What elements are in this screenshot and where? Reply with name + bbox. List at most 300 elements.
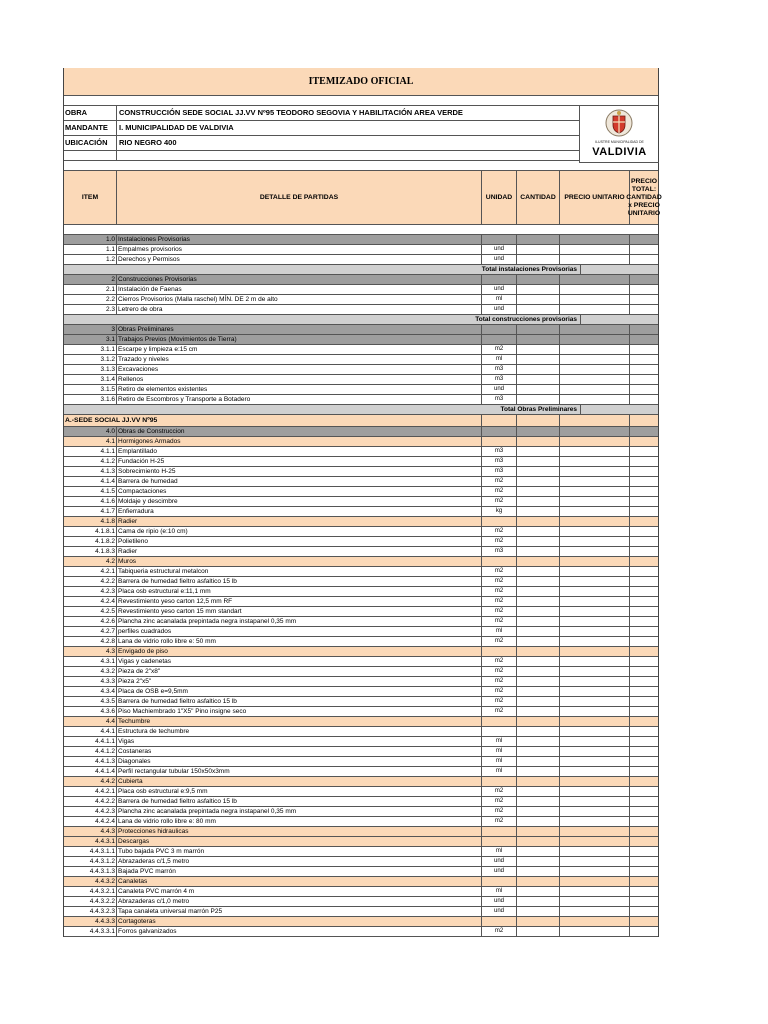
quantity-cell[interactable] xyxy=(516,355,559,364)
unit-price-cell[interactable] xyxy=(559,867,629,876)
total-price-cell[interactable] xyxy=(629,907,658,916)
quantity-cell[interactable] xyxy=(516,767,559,776)
unit-price-cell[interactable] xyxy=(559,587,629,596)
unit-price-cell[interactable] xyxy=(559,807,629,816)
total-price-cell[interactable] xyxy=(629,917,658,926)
total-price-cell[interactable] xyxy=(629,345,658,354)
total-price-cell[interactable] xyxy=(629,507,658,516)
total-price-cell[interactable] xyxy=(629,497,658,506)
table-row xyxy=(64,707,658,717)
unit-price-cell[interactable] xyxy=(559,255,629,264)
item-description: Emplantillado xyxy=(116,447,481,456)
unit-price-cell[interactable] xyxy=(559,457,629,466)
quantity-cell[interactable] xyxy=(516,867,559,876)
quantity-cell[interactable] xyxy=(516,375,559,384)
item-unit: m2 xyxy=(481,787,516,796)
unit-price-cell[interactable] xyxy=(559,757,629,766)
total-price-cell[interactable] xyxy=(629,787,658,796)
item-number: 4.1.2 xyxy=(100,458,115,465)
quantity-cell[interactable] xyxy=(516,245,559,254)
item-description: Escarpe y limpieza e:15 cm xyxy=(116,345,481,354)
quantity-cell[interactable] xyxy=(516,787,559,796)
item-number: 4.3.4 xyxy=(100,688,115,695)
total-price-cell[interactable] xyxy=(629,457,658,466)
item-unit: und xyxy=(481,867,516,876)
quantity-cell[interactable] xyxy=(516,617,559,626)
table-row xyxy=(64,737,658,747)
item-number: 4.4.2.2 xyxy=(95,798,115,805)
total-price-cell[interactable] xyxy=(629,567,658,576)
table-row xyxy=(64,557,658,567)
quantity-cell[interactable] xyxy=(516,847,559,856)
quantity-cell[interactable] xyxy=(516,607,559,616)
unit-price-cell[interactable] xyxy=(559,235,629,244)
quantity-cell[interactable] xyxy=(516,657,559,666)
unit-price-cell[interactable] xyxy=(559,365,629,374)
item-number: 4.4.3.1 xyxy=(95,838,115,845)
unit-price-cell[interactable] xyxy=(559,527,629,536)
total-price-cell[interactable] xyxy=(629,617,658,626)
total-price-cell[interactable] xyxy=(629,687,658,696)
unit-price-cell[interactable] xyxy=(559,295,629,304)
spacer-row xyxy=(64,225,658,235)
table-row xyxy=(64,907,658,917)
logo-big-text: VALDIVIA xyxy=(592,146,647,158)
quantity-cell[interactable] xyxy=(516,727,559,736)
unit-price-cell[interactable] xyxy=(559,917,629,926)
unit-price-cell[interactable] xyxy=(559,787,629,796)
total-price-cell[interactable] xyxy=(629,807,658,816)
item-unit xyxy=(481,517,516,526)
quantity-cell[interactable] xyxy=(516,517,559,526)
quantity-cell[interactable] xyxy=(516,467,559,476)
quantity-cell[interactable] xyxy=(516,827,559,836)
total-price-cell[interactable] xyxy=(629,557,658,566)
total-value-cell[interactable] xyxy=(580,265,658,274)
total-price-cell[interactable] xyxy=(629,275,658,284)
unit-price-cell[interactable] xyxy=(559,907,629,916)
quantity-cell[interactable] xyxy=(516,917,559,926)
total-price-cell[interactable] xyxy=(629,255,658,264)
item-description: Trazado y niveles xyxy=(116,355,481,364)
item-description: Derechos y Permisos xyxy=(116,255,481,264)
total-price-cell[interactable] xyxy=(629,245,658,254)
item-number: 1.0 xyxy=(105,236,115,243)
unit-price-cell[interactable] xyxy=(559,395,629,404)
unit-price-cell[interactable] xyxy=(559,887,629,896)
total-row xyxy=(64,315,658,325)
unit-price-cell[interactable] xyxy=(559,537,629,546)
total-price-cell[interactable] xyxy=(629,325,658,334)
quantity-cell[interactable] xyxy=(516,627,559,636)
item-number: 4.1.5 xyxy=(100,488,115,495)
unit-price-cell[interactable] xyxy=(559,547,629,556)
unit-price-cell[interactable] xyxy=(559,727,629,736)
table-row xyxy=(64,807,658,817)
total-price-cell[interactable] xyxy=(629,437,658,446)
item-description: Abrazaderas c/1,0 metro xyxy=(116,897,481,906)
total-price-cell[interactable] xyxy=(629,897,658,906)
quantity-cell[interactable] xyxy=(516,577,559,586)
item-description: Retiro de Escombros y Transporte a Botadero xyxy=(116,395,481,404)
unit-price-cell[interactable] xyxy=(559,647,629,656)
unit-price-cell[interactable] xyxy=(559,567,629,576)
quantity-cell[interactable] xyxy=(516,335,559,344)
total-price-cell[interactable] xyxy=(629,857,658,866)
table-row xyxy=(64,335,658,345)
item-unit xyxy=(481,275,516,284)
total-price-cell[interactable] xyxy=(629,637,658,646)
header-precio-unitario: PRECIO UNITARIO xyxy=(559,171,629,224)
quantity-cell[interactable] xyxy=(516,385,559,394)
item-description: Cortagoteras xyxy=(116,917,481,926)
total-price-cell[interactable] xyxy=(629,747,658,756)
total-price-cell[interactable] xyxy=(629,667,658,676)
item-number: 4.4.2.3 xyxy=(95,808,115,815)
table-row xyxy=(64,517,658,527)
quantity-cell[interactable] xyxy=(516,717,559,726)
unit-price-cell[interactable] xyxy=(559,667,629,676)
total-price-cell[interactable] xyxy=(629,385,658,394)
total-label: Total instalaciones Provisorias xyxy=(481,266,577,273)
unit-price-cell[interactable] xyxy=(559,557,629,566)
unit-price-cell[interactable] xyxy=(559,697,629,706)
unit-price-cell[interactable] xyxy=(559,437,629,446)
table-row xyxy=(64,647,658,657)
unit-price-cell[interactable] xyxy=(559,487,629,496)
unit-price-cell[interactable] xyxy=(559,507,629,516)
item-description: Forros galvanizados xyxy=(116,927,481,936)
quantity-cell[interactable] xyxy=(516,457,559,466)
unit-price-cell[interactable] xyxy=(559,467,629,476)
item-unit: und xyxy=(481,255,516,264)
total-price-cell[interactable] xyxy=(629,467,658,476)
quantity-cell[interactable] xyxy=(516,777,559,786)
total-price-cell[interactable] xyxy=(629,577,658,586)
quantity-cell[interactable] xyxy=(516,305,559,314)
item-description: Plancha zinc acanalada prepintada negra instapanel 0,35 mm xyxy=(116,807,481,816)
item-description: Protecciones hidraulicas xyxy=(116,827,481,836)
unit-price-cell[interactable] xyxy=(559,897,629,906)
quantity-cell[interactable] xyxy=(516,567,559,576)
total-price-cell[interactable] xyxy=(629,235,658,244)
quantity-cell[interactable] xyxy=(516,687,559,696)
item-description: Barrera de humedad xyxy=(116,477,481,486)
item-unit: m2 xyxy=(481,617,516,626)
item-unit xyxy=(481,717,516,726)
item-number: 4.3.6 xyxy=(100,708,115,715)
item-number: 4.4.2.1 xyxy=(95,788,115,795)
item-number: 4.2.5 xyxy=(100,608,115,615)
total-price-cell[interactable] xyxy=(629,487,658,496)
unit-price-cell[interactable] xyxy=(559,305,629,314)
table-row xyxy=(64,787,658,797)
quantity-cell[interactable] xyxy=(516,877,559,886)
unit-price-cell[interactable] xyxy=(559,497,629,506)
quantity-cell[interactable] xyxy=(516,677,559,686)
unit-price-cell[interactable] xyxy=(559,857,629,866)
quantity-cell[interactable] xyxy=(516,497,559,506)
quantity-cell[interactable] xyxy=(516,527,559,536)
quantity-cell[interactable] xyxy=(516,757,559,766)
unit-price-cell[interactable] xyxy=(559,607,629,616)
total-price-cell[interactable] xyxy=(629,627,658,636)
unit-price-cell[interactable] xyxy=(559,285,629,294)
total-price-cell[interactable] xyxy=(629,547,658,556)
unit-price-cell[interactable] xyxy=(559,345,629,354)
item-number: 3.1.5 xyxy=(100,386,115,393)
total-price-cell[interactable] xyxy=(629,657,658,666)
total-price-cell[interactable] xyxy=(629,727,658,736)
table-row xyxy=(64,235,658,245)
unit-price-cell[interactable] xyxy=(559,677,629,686)
total-price-cell[interactable] xyxy=(629,867,658,876)
table-row xyxy=(64,477,658,487)
quantity-cell[interactable] xyxy=(516,557,559,566)
item-description: Empalmes provisorios xyxy=(116,245,481,254)
quantity-cell[interactable] xyxy=(516,737,559,746)
item-unit: m2 xyxy=(481,807,516,816)
item-description: Placa osb estructural e:9,5 mm xyxy=(116,787,481,796)
item-unit: m2 xyxy=(481,577,516,586)
item-number: 4.4.1.2 xyxy=(95,748,115,755)
total-price-cell[interactable] xyxy=(629,797,658,806)
quantity-cell[interactable] xyxy=(516,857,559,866)
quantity-cell[interactable] xyxy=(516,487,559,496)
quantity-cell[interactable] xyxy=(516,345,559,354)
quantity-cell[interactable] xyxy=(516,255,559,264)
unit-price-cell[interactable] xyxy=(559,355,629,364)
total-price-cell[interactable] xyxy=(629,355,658,364)
total-price-cell[interactable] xyxy=(629,517,658,526)
unit-price-cell[interactable] xyxy=(559,385,629,394)
item-unit: m2 xyxy=(481,657,516,666)
unit-price-cell[interactable] xyxy=(559,747,629,756)
unit-price-cell[interactable] xyxy=(559,817,629,826)
total-value-cell[interactable] xyxy=(580,315,658,324)
total-price-cell[interactable] xyxy=(629,427,658,436)
item-unit: ml xyxy=(481,355,516,364)
item-description: Techumbre xyxy=(116,717,481,726)
item-unit: kg xyxy=(481,507,516,516)
unit-price-cell[interactable] xyxy=(559,877,629,886)
total-price-cell[interactable] xyxy=(629,295,658,304)
item-number: 3 xyxy=(111,326,115,333)
total-price-cell[interactable] xyxy=(629,717,658,726)
item-number: 4.4.3.2.1 xyxy=(89,888,115,895)
total-price-cell[interactable] xyxy=(629,527,658,536)
item-description: Hormigones Armados xyxy=(116,437,481,446)
quantity-cell[interactable] xyxy=(516,637,559,646)
quantity-cell[interactable] xyxy=(516,547,559,556)
total-price-cell[interactable] xyxy=(629,677,658,686)
quantity-cell[interactable] xyxy=(516,365,559,374)
quantity-cell[interactable] xyxy=(516,325,559,334)
table-row xyxy=(64,355,658,365)
table-row xyxy=(64,487,658,497)
total-price-cell[interactable] xyxy=(629,537,658,546)
quantity-cell[interactable] xyxy=(516,597,559,606)
table-row xyxy=(64,285,658,295)
quantity-cell[interactable] xyxy=(516,837,559,846)
unit-price-cell[interactable] xyxy=(559,717,629,726)
unit-price-cell[interactable] xyxy=(559,597,629,606)
total-price-cell[interactable] xyxy=(629,305,658,314)
total-price-cell[interactable] xyxy=(629,597,658,606)
unit-price-cell[interactable] xyxy=(559,847,629,856)
table-row xyxy=(64,587,658,597)
item-number: 4.3.5 xyxy=(100,698,115,705)
info-value: RIO NEGRO 400 xyxy=(116,136,579,150)
quantity-cell[interactable] xyxy=(516,427,559,436)
unit-price-cell[interactable] xyxy=(559,335,629,344)
item-number: 1.2 xyxy=(105,256,115,263)
item-number: 4.2.8 xyxy=(100,638,115,645)
unit-price-cell[interactable] xyxy=(559,827,629,836)
total-price-cell[interactable] xyxy=(629,877,658,886)
unit-price-cell[interactable] xyxy=(559,707,629,716)
table-row xyxy=(64,457,658,467)
unit-price-cell[interactable] xyxy=(559,927,629,936)
quantity-cell[interactable] xyxy=(516,587,559,596)
item-description: Revestimiento yeso carton 12,5 mm RF xyxy=(116,597,481,606)
unit-price-cell[interactable] xyxy=(559,737,629,746)
table-row xyxy=(64,867,658,877)
item-unit: und xyxy=(481,385,516,394)
item-description: Lana de vidrio rollo libre e: 50 mm xyxy=(116,637,481,646)
total-price-cell[interactable] xyxy=(629,887,658,896)
quantity-cell[interactable] xyxy=(516,295,559,304)
total-price-cell[interactable] xyxy=(629,927,658,936)
quantity-cell[interactable] xyxy=(516,907,559,916)
item-number: 3.1 xyxy=(105,336,115,343)
quantity-cell[interactable] xyxy=(516,395,559,404)
quantity-cell[interactable] xyxy=(516,447,559,456)
total-price-cell[interactable] xyxy=(629,767,658,776)
unit-price-cell[interactable] xyxy=(559,687,629,696)
quantity-cell[interactable] xyxy=(516,275,559,284)
total-price-cell[interactable] xyxy=(629,447,658,456)
total-price-cell[interactable] xyxy=(629,375,658,384)
quantity-cell[interactable] xyxy=(516,647,559,656)
table-row xyxy=(64,837,658,847)
quantity-cell[interactable] xyxy=(516,667,559,676)
unit-price-cell[interactable] xyxy=(559,627,629,636)
item-unit: ml xyxy=(481,847,516,856)
logo-small-text: ILUSTRE MUNICIPALIDAD DE xyxy=(595,140,644,144)
quantity-cell[interactable] xyxy=(516,437,559,446)
quantity-cell[interactable] xyxy=(516,507,559,516)
table-row xyxy=(64,275,658,285)
item-unit: und xyxy=(481,245,516,254)
total-price-cell[interactable] xyxy=(629,827,658,836)
unit-price-cell[interactable] xyxy=(559,477,629,486)
unit-price-cell[interactable] xyxy=(559,245,629,254)
item-unit: m3 xyxy=(481,547,516,556)
table-header xyxy=(64,171,662,225)
item-unit: m2 xyxy=(481,637,516,646)
unit-price-cell[interactable] xyxy=(559,637,629,646)
unit-price-cell[interactable] xyxy=(559,447,629,456)
total-value-cell[interactable] xyxy=(580,405,658,414)
table-row xyxy=(64,547,658,557)
total-price-cell[interactable] xyxy=(629,817,658,826)
quantity-cell[interactable] xyxy=(516,235,559,244)
unit-price-cell[interactable] xyxy=(559,517,629,526)
unit-price-cell[interactable] xyxy=(559,837,629,846)
item-number: 4.1.3 xyxy=(100,468,115,475)
unit-price-cell[interactable] xyxy=(559,777,629,786)
unit-price-cell[interactable] xyxy=(559,797,629,806)
total-price-cell[interactable] xyxy=(629,395,658,404)
total-price-cell[interactable] xyxy=(629,587,658,596)
total-price-cell[interactable] xyxy=(629,335,658,344)
unit-price-cell[interactable] xyxy=(559,767,629,776)
item-description: Moldaje y descimbre xyxy=(116,497,481,506)
item-number: 4.4.3.1.2 xyxy=(89,858,115,865)
table-row xyxy=(64,697,658,707)
quantity-cell[interactable] xyxy=(516,817,559,826)
quantity-cell[interactable] xyxy=(516,927,559,936)
total-price-cell[interactable] xyxy=(629,365,658,374)
unit-price-cell[interactable] xyxy=(559,657,629,666)
total-price-cell[interactable] xyxy=(629,477,658,486)
total-price-cell[interactable] xyxy=(629,757,658,766)
unit-price-cell[interactable] xyxy=(559,427,629,436)
unit-price-cell[interactable] xyxy=(559,375,629,384)
quantity-cell[interactable] xyxy=(516,477,559,486)
total-price-cell[interactable] xyxy=(629,737,658,746)
total-price-cell[interactable] xyxy=(629,777,658,786)
table-row xyxy=(64,567,658,577)
total-label: Total construcciones provisorias xyxy=(475,316,577,323)
unit-price-cell[interactable] xyxy=(559,577,629,586)
quantity-cell[interactable] xyxy=(516,897,559,906)
item-description: Instalación de Faenas xyxy=(116,285,481,294)
item-unit xyxy=(481,647,516,656)
quantity-cell[interactable] xyxy=(516,697,559,706)
quantity-cell[interactable] xyxy=(516,707,559,716)
unit-price-cell[interactable] xyxy=(559,275,629,284)
unit-price-cell[interactable] xyxy=(559,325,629,334)
quantity-cell[interactable] xyxy=(516,807,559,816)
quantity-cell[interactable] xyxy=(516,797,559,806)
unit-price-cell[interactable] xyxy=(559,617,629,626)
total-price-cell[interactable] xyxy=(629,837,658,846)
info-block xyxy=(64,106,658,161)
total-price-cell[interactable] xyxy=(629,607,658,616)
quantity-cell[interactable] xyxy=(516,747,559,756)
item-unit: m3 xyxy=(481,375,516,384)
total-price-cell[interactable] xyxy=(629,285,658,294)
table-row xyxy=(64,687,658,697)
total-price-cell[interactable] xyxy=(629,647,658,656)
item-description: Vigas xyxy=(116,737,481,746)
table-row xyxy=(64,817,658,827)
item-unit: m2 xyxy=(481,567,516,576)
item-description: Costaneras xyxy=(116,747,481,756)
total-price-cell[interactable] xyxy=(629,847,658,856)
item-unit: m2 xyxy=(481,667,516,676)
quantity-cell[interactable] xyxy=(516,537,559,546)
total-price-cell[interactable] xyxy=(629,697,658,706)
item-unit: ml xyxy=(481,747,516,756)
total-price-cell[interactable] xyxy=(629,707,658,716)
quantity-cell[interactable] xyxy=(516,285,559,294)
quantity-cell[interactable] xyxy=(516,887,559,896)
item-description: Placa de OSB e=9,5mm xyxy=(116,687,481,696)
table-row xyxy=(64,325,658,335)
